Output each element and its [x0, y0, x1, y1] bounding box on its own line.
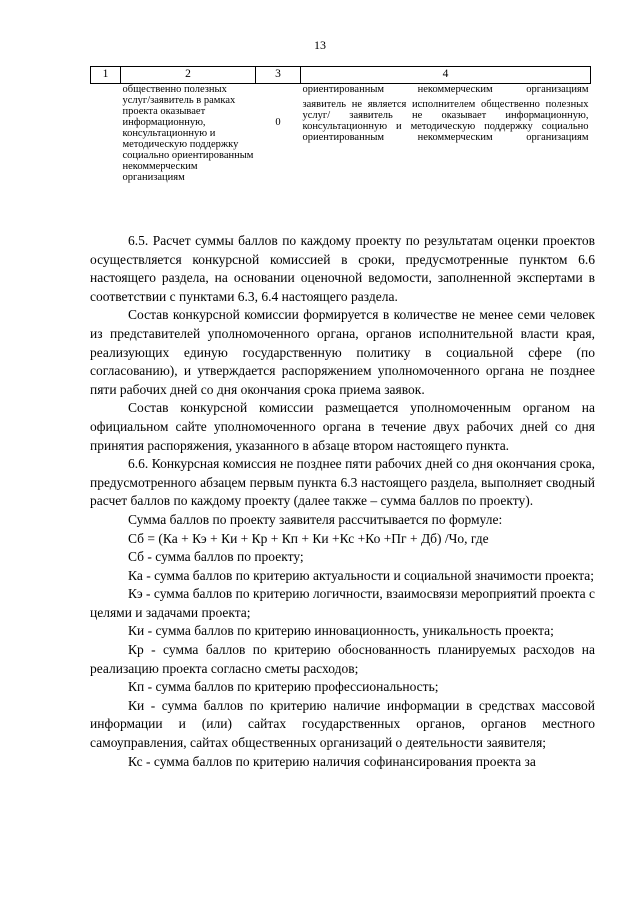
page-number: 13	[314, 38, 326, 52]
criterion-value-text: ориентированным некоммерческим организациям	[302, 84, 589, 95]
table-header-cell: 2	[121, 67, 256, 84]
paragraph: Ки - сумма баллов по критерию инновационность, уникальность проекта;	[128, 623, 554, 639]
paragraph: 6.5. Расчет суммы баллов по каждому проекту по результатам оценки проектов осуществляется конкурсной комиссией в сроки, предусмотренные пунктом 6.6 настоящего раздела, на основании оценочной ведомости, заполненной экспертами в соответствии с пунктами 6.3, 6.4 настоящего раздела.	[90, 233, 595, 304]
paragraph: 6.6. Конкурсная комиссия не позднее пяти рабочих дней со дня окончания срока, предусмотренного абзацем первым пункта 6.3 настоящего раздела, выполняет сводный расчет баллов по каждому проекту (далее также – сумма баллов по проекту).	[90, 456, 595, 509]
table-row	[91, 84, 591, 96]
table-header-cell: 1	[91, 67, 121, 84]
paragraph: Сумма баллов по проекту заявителя рассчитывается по формуле:	[128, 511, 503, 527]
paragraph: Состав конкурсной комиссии размещается уполномоченным органом на официальном сайте уполномоченного органа в течение двух рабочих дней со дня принятия распоряжения, указанного в абзаце втором настоящего пункта.	[90, 400, 595, 453]
document-body	[90, 232, 595, 771]
paragraph: Ка - сумма баллов по критерию актуальности и социальной значимости проекта;	[128, 567, 595, 583]
table-header-row	[91, 67, 591, 84]
paragraph: Сб - сумма баллов по проекту;	[128, 549, 304, 565]
formula: Сб = (Ка + Кэ + Ки + Кр + Кп + Ки +Кс +Ко +Пг + Дб) /Чо, где	[128, 530, 489, 546]
paragraph: Кп - сумма баллов по критерию профессиональность;	[128, 679, 439, 695]
table-header-cell: 4	[301, 67, 591, 84]
score-value: 0	[275, 117, 281, 128]
criteria-table	[90, 66, 591, 227]
paragraph: Состав конкурсной комиссии формируется в количестве не менее семи человек из представителей уполномоченного органа, органов исполнительной власти края, реализующих единую государственную политику в социальной сфере (по согласованию), и утверждается распоряжением уполномоченного органа не позднее пяти рабочих дней со дня окончания срока приема заявок.	[90, 307, 595, 397]
paragraph: Кс - сумма баллов по критерию наличия софинансирования проекта за	[128, 753, 536, 769]
paragraph: Кэ - сумма баллов по критерию логичности, взаимосвязи мероприятий проекта с целями и задачами проекта;	[90, 586, 595, 620]
paragraph: Ки - сумма баллов по критерию наличие информации в средствах массовой информации и (или) сайтах государственных органов, органов местного самоуправления, сайтах общественных организаций о деятельности заявителя;	[90, 697, 595, 751]
criterion-value-text: заявитель не является исполнителем общественно полезных услуг/ заявитель не оказывает информационную, консультационную и методическую поддержку социально ориентированным некоммерческим организациям	[302, 99, 589, 143]
table-header-cell: 3	[256, 67, 301, 84]
paragraph: Кр - сумма баллов по критерию обоснованность планируемых расходов на реализацию проекта согласно сметы расходов;	[90, 642, 595, 676]
criterion-description: общественно полезных услуг/заявитель в рамках проекта оказывает информационную, консультационную и методическую поддержку социально ориентированным некоммерческим организациям	[122, 84, 254, 183]
